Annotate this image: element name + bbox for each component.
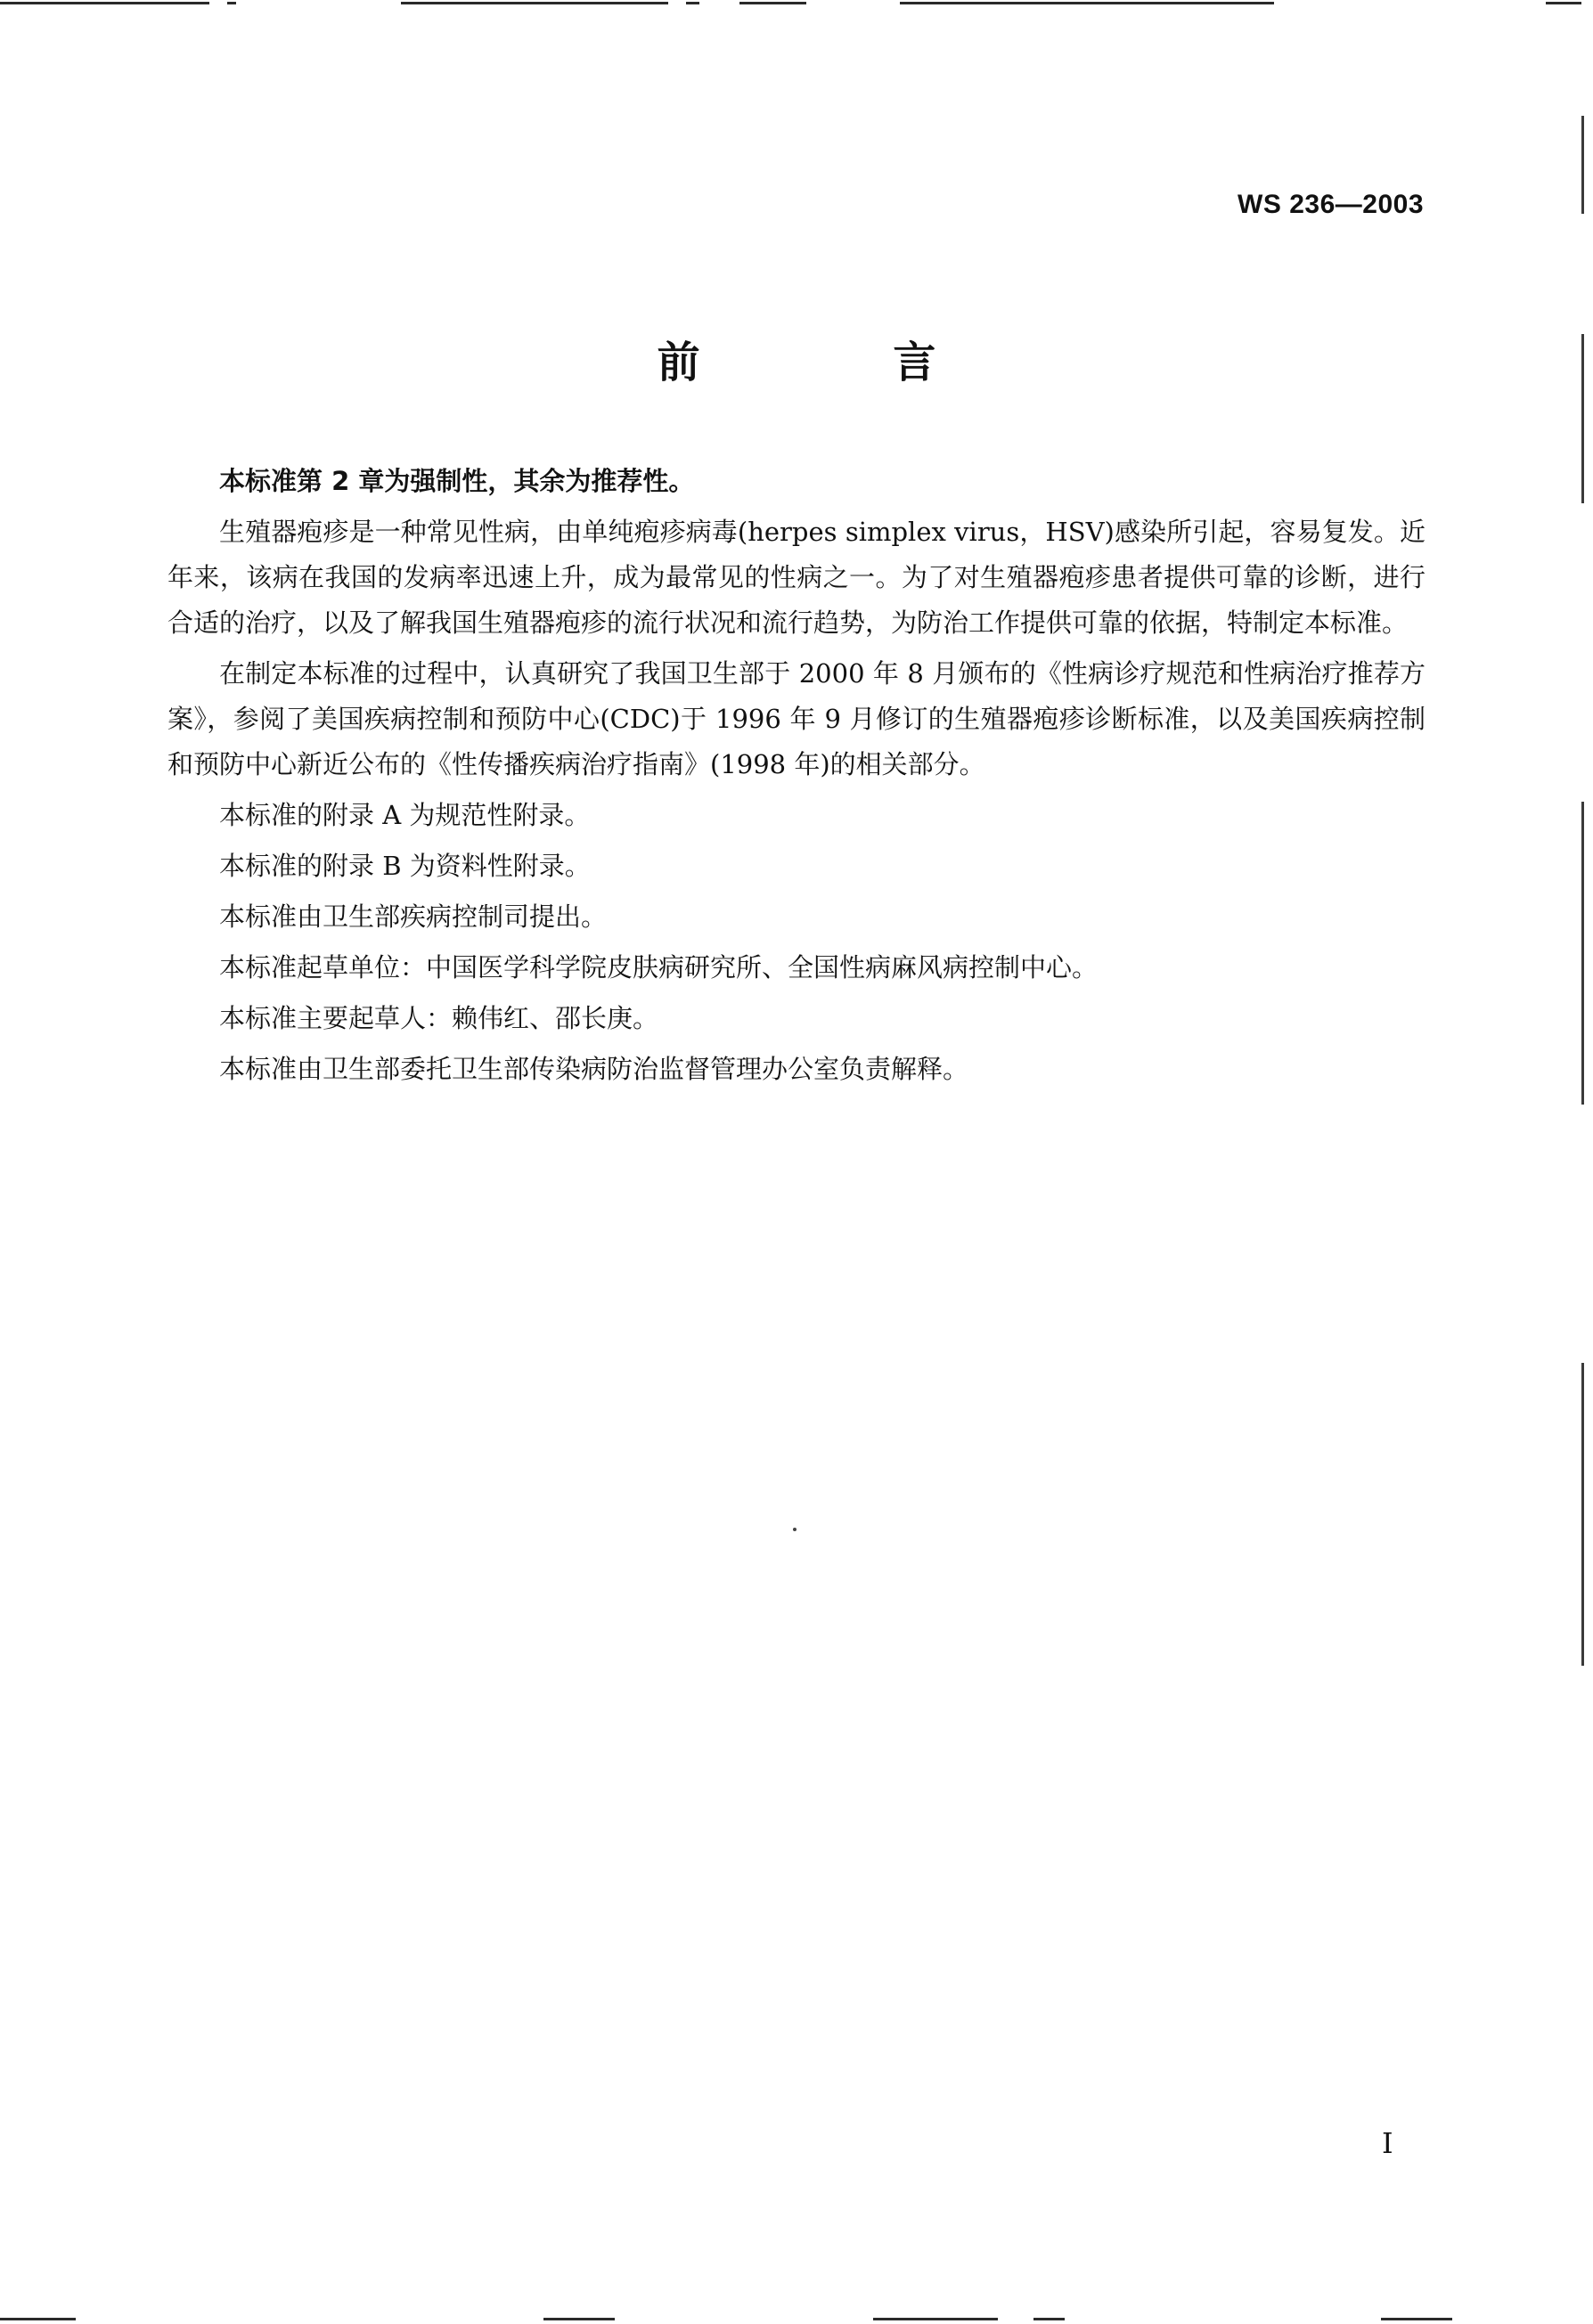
page-number: I [1382,2126,1393,2160]
paragraph: 本标准的附录 B 为资料性附录。 [219,851,591,881]
paragraph: 本标准的附录 A 为规范性附录。 [219,800,591,830]
scan-speck [793,1528,796,1531]
page-title: 前 言 [657,338,1025,387]
scan-edge-top [0,0,1593,7]
paragraph: 本标准由卫生部委托卫生部传染病防治监督管理办公室负责解释。 [219,1054,969,1084]
paragraph: 生殖器疱疹是一种常见性病，由单纯疱疹病毒(herpes simplex virus，HSV)感染所引起，容易复发。近年来，该病在我国的发病率迅速上升，成为最常见的性病之一。为了对生殖器疱疹患者提供可靠的诊断，进行合适的治疗，以及了解我国生殖器疱疹的流行状况和流行趋势，为防治工作提供可靠的依据，特制定本标准。 [167,517,1426,638]
document-number: WS 236—2003 [1238,190,1424,219]
paragraph: 本标准主要起草人：赖伟红、邵长庚。 [219,1003,659,1033]
scan-edge-right [1581,116,1584,214]
paragraph: 在制定本标准的过程中，认真研究了我国卫生部于 2000 年 8 月颁布的《性病诊疗规范和性病治疗推荐方案》，参阅了美国疾病控制和预防中心(CDC)于 1996 年 9 月修订的生殖器疱疹诊断标准，以及美国疾病控制和预防中心新近公布的《性传播疾病治疗指南》(1998 年)的相关部分。 [167,658,1426,779]
paragraph: 本标准起草单位：中国医学科学院皮肤病研究所、全国性病麻风病控制中心。 [219,952,1099,983]
preface-body [167,459,1426,1097]
scan-edge-right [1581,1363,1584,1666]
paragraph: 本标准由卫生部疾病控制司提出。 [219,901,608,932]
scan-edge-bottom [0,2312,1593,2324]
paragraph: 本标准第 2 章为强制性，其余为推荐性。 [219,466,695,496]
scan-edge-right [1581,802,1584,1105]
